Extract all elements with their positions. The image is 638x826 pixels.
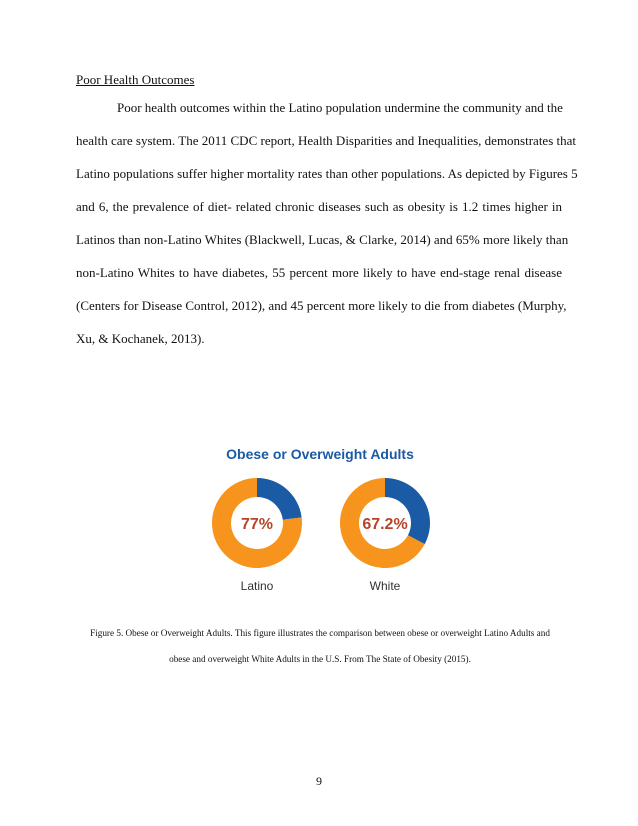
paragraph-line: Poor health outcomes within the Latino population undermine the community and the: [117, 100, 563, 115]
paragraph-line: Xu, & Kochanek, 2013).: [76, 331, 205, 346]
donut-value-label: 67.2%: [362, 516, 408, 533]
donut-label-white: White: [369, 579, 401, 593]
page-number: 9: [316, 774, 322, 788]
caption-line: Figure 5. Obese or Overweight Adults. This figure illustrates the comparison between obese or overweight Latino Adults and: [90, 628, 550, 638]
donut-remainder-segment: [257, 478, 302, 520]
obesity-figure: [210, 446, 430, 596]
donut-remainder-segment: [385, 478, 430, 544]
caption-line: obese and overweight White Adults in the U.S. From The State of Obesity (2015).: [169, 654, 471, 664]
donut-label-latino: Latino: [240, 579, 274, 593]
paragraph-line: non-Latino Whites to have diabetes, 55 percent more likely to have end-stage renal disease: [76, 265, 562, 280]
paragraph-line: Latino populations suffer higher mortality rates than other populations. As depicted by Figures 5: [76, 166, 578, 181]
figure-title: Obese or Overweight Adults: [226, 446, 414, 462]
donut-charts: [210, 446, 430, 596]
paragraph-line: and 6, the prevalence of diet- related chronic diseases such as obesity is 1.2 times higher in: [76, 199, 562, 214]
donut-value-label: 77%: [240, 516, 274, 533]
paragraph-line: health care system. The 2011 CDC report, Health Disparities and Inequalities, demonstrates that: [76, 133, 577, 148]
figure-caption: [40, 626, 600, 666]
paragraph-line: Latinos than non-Latino Whites (Blackwell, Lucas, & Clarke, 2014) and 65% more likely than: [76, 232, 569, 247]
section-heading: Poor Health Outcomes: [76, 72, 195, 87]
paragraph-line: (Centers for Disease Control, 2012), and 45 percent more likely to die from diabetes (Murphy,: [76, 298, 567, 313]
